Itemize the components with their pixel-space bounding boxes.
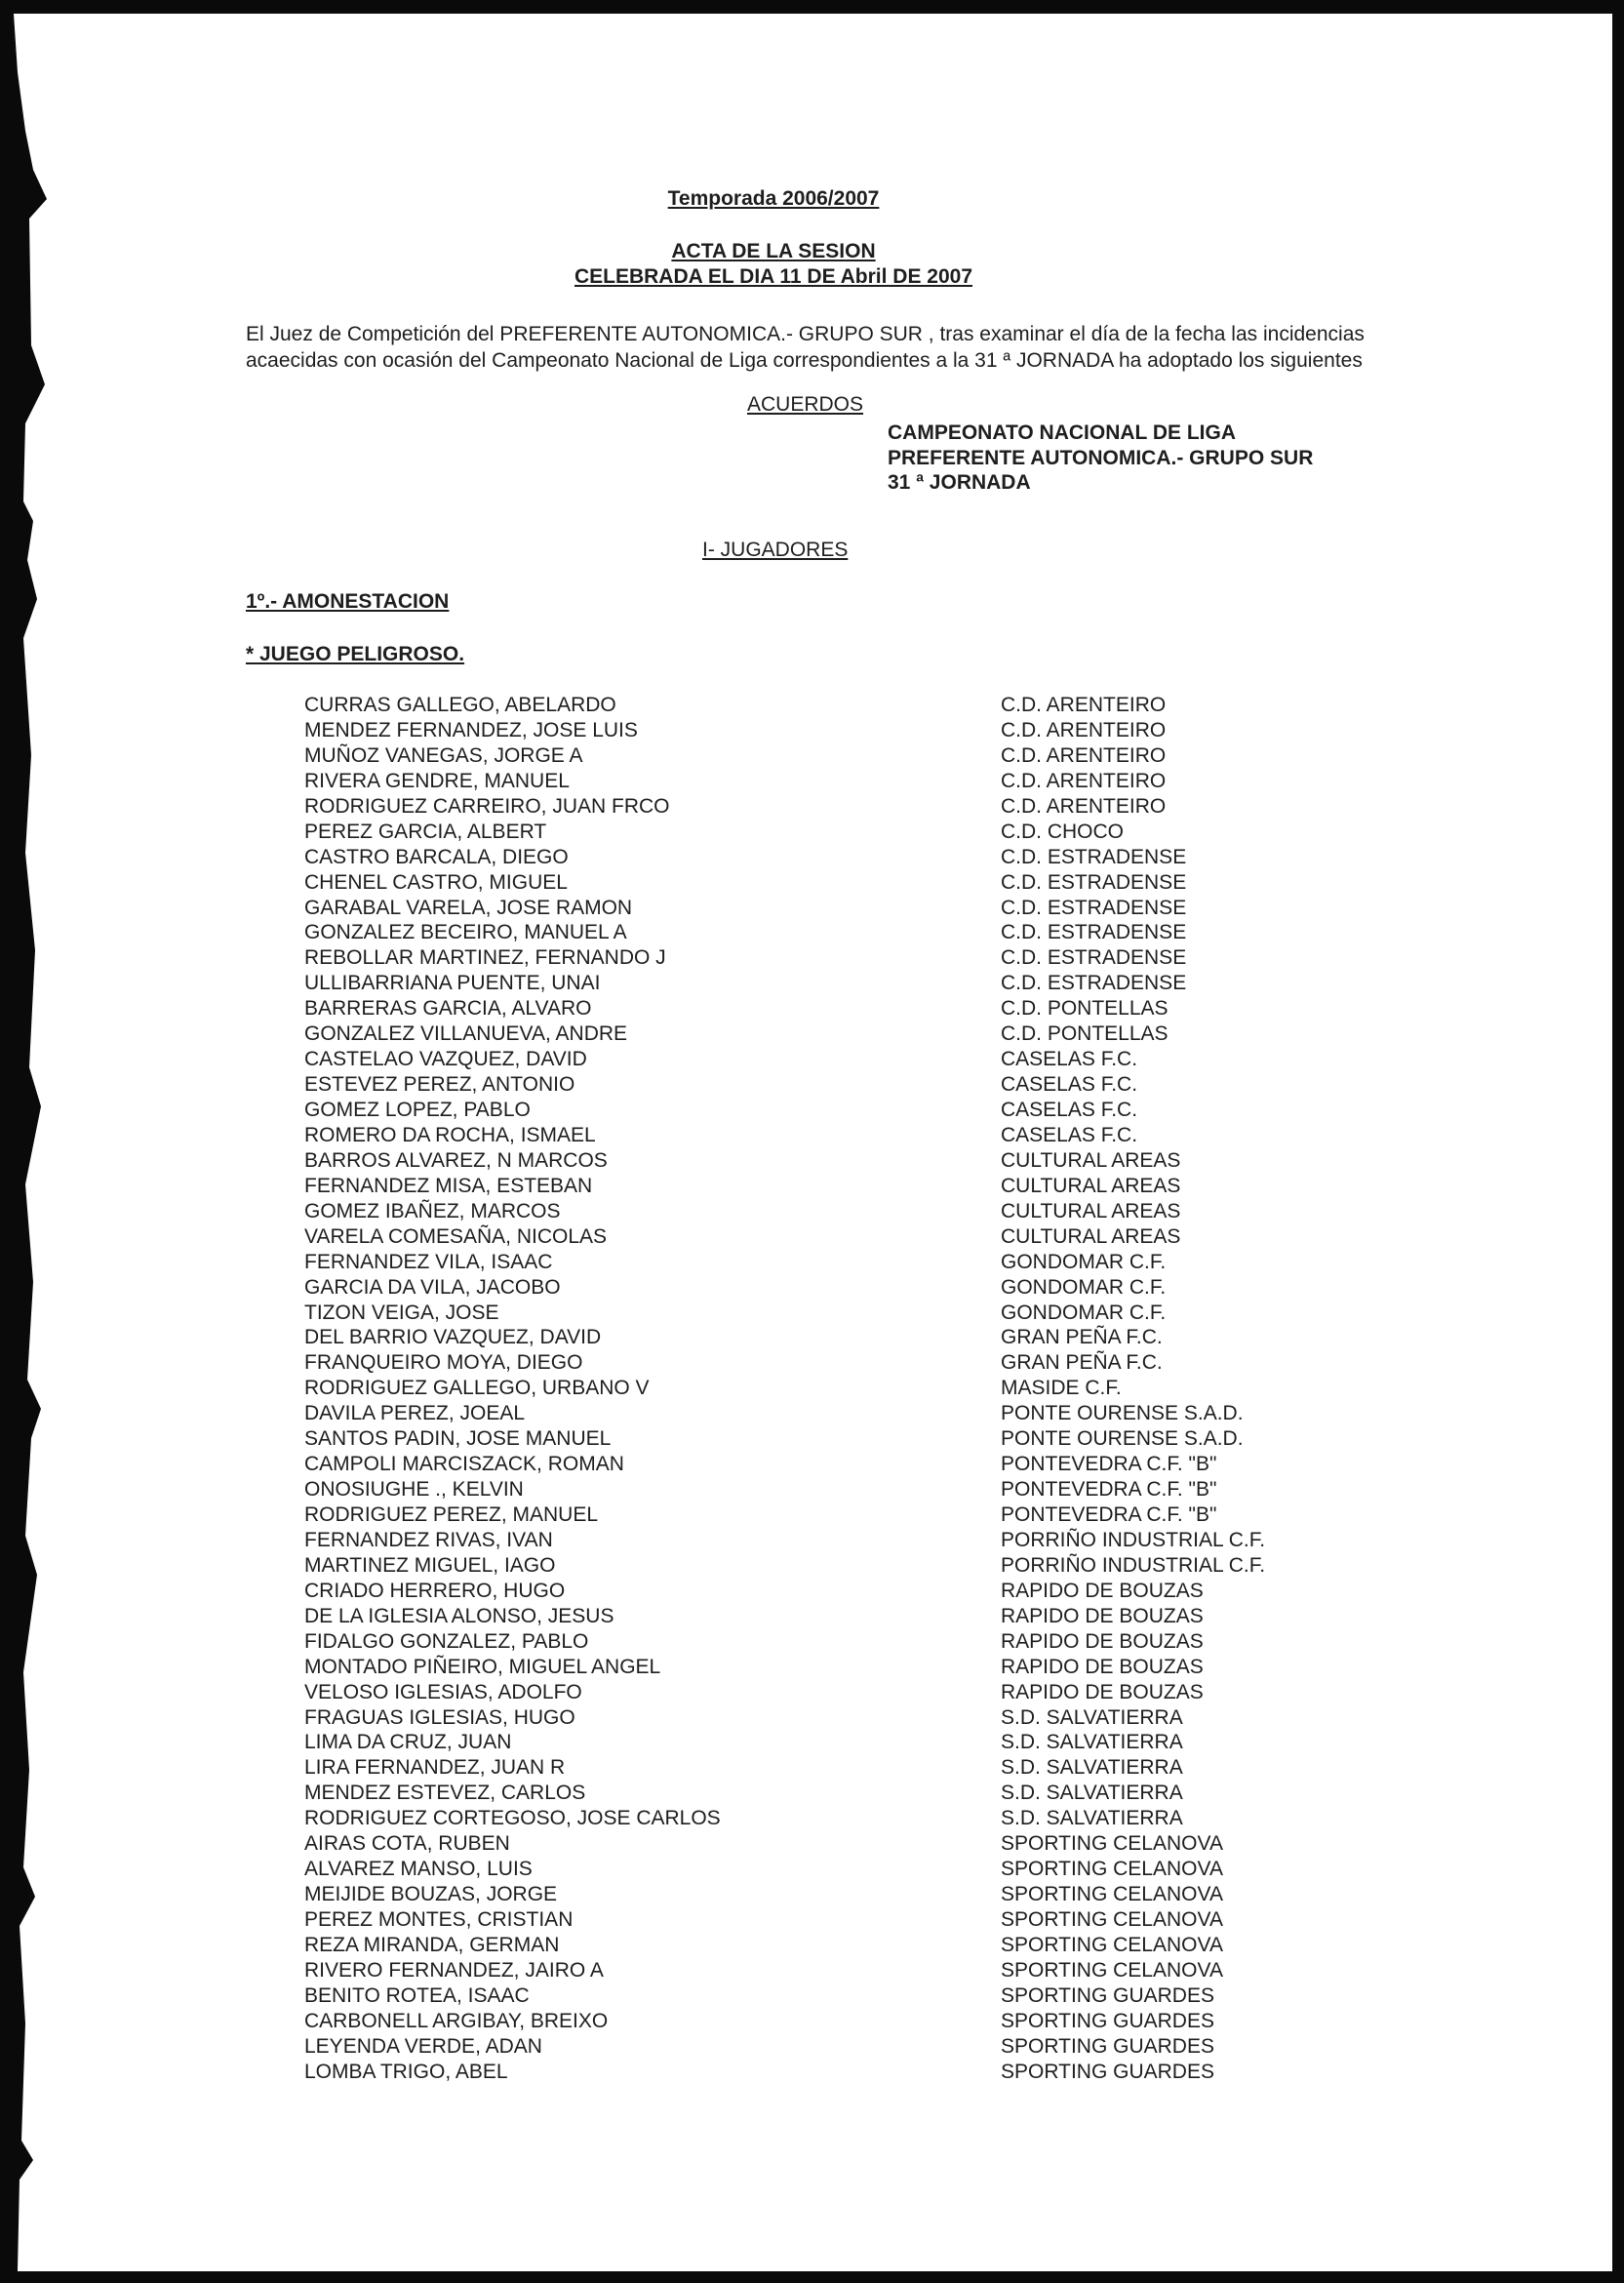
player-row — [304, 945, 1358, 971]
player-team: C.D. ARENTEIRO — [1001, 694, 1167, 716]
player-team: C.D. ESTRADENSE — [1001, 870, 1187, 894]
player-row — [304, 2009, 1358, 2034]
section-title: I- JUGADORES — [702, 539, 849, 561]
player-row — [304, 1655, 1358, 1680]
player-row — [304, 693, 1358, 718]
player-team: PONTEVEDRA C.F. "B" — [1001, 1453, 1217, 1476]
player-team: S.D. SALVATIERRA — [1001, 1782, 1183, 1805]
player-name: ONOSIUGHE ., KELVIN — [304, 1478, 524, 1502]
player-name: ROMERO DA ROCHA, ISMAEL — [304, 1123, 596, 1146]
player-name: DE LA IGLESIA ALONSO, JESUS — [304, 1604, 614, 1627]
player-row — [304, 1983, 1358, 2009]
championship-block — [888, 421, 1313, 496]
player-row — [304, 870, 1358, 896]
player-name: ALVAREZ MANSO, LUIS — [304, 1858, 533, 1881]
reason-heading: * JUEGO PELIGROSO. — [246, 643, 465, 665]
player-name: CHENEL CASTRO, MIGUEL — [304, 870, 568, 894]
championship-line-3: 31 ª JORNADA — [888, 471, 1031, 494]
player-name: CARBONELL ARGIBAY, BREIXO — [304, 2009, 609, 2032]
player-name: RODRIGUEZ GALLEGO, URBANO V — [304, 1377, 650, 1400]
player-team: PORRIÑO INDUSTRIAL C.F. — [1001, 1553, 1266, 1577]
player-name: MEIJIDE BOUZAS, JORGE — [304, 1883, 558, 1906]
player-name: ULLIBARRIANA PUENTE, UNAI — [304, 972, 601, 995]
player-row — [304, 1301, 1358, 1326]
intro-line-1: El Juez de Competición del PREFERENTE AUTONOMICA.- GRUPO SUR , tras examinar el día de la fecha las incidencias — [246, 323, 1365, 345]
player-name: DEL BARRIO VAZQUEZ, DAVID — [304, 1326, 602, 1349]
player-team: C.D. ARENTEIRO — [1001, 743, 1167, 767]
player-team: GONDOMAR C.F. — [1001, 1250, 1167, 1273]
player-team: C.D. PONTELLAS — [1001, 997, 1168, 1021]
player-row — [304, 1325, 1358, 1350]
player-row — [304, 2060, 1358, 2085]
player-name: RODRIGUEZ CORTEGOSO, JOSE CARLOS — [304, 1807, 721, 1830]
player-name: BENITO ROTEA, ISAAC — [304, 1983, 530, 2007]
player-team: C.D. ARENTEIRO — [1001, 794, 1167, 818]
player-team: PONTEVEDRA C.F. "B" — [1001, 1478, 1217, 1502]
player-row — [304, 769, 1358, 794]
player-row — [304, 794, 1358, 820]
player-row — [304, 1882, 1358, 1907]
player-row — [304, 920, 1358, 945]
player-name: AIRAS COTA, RUBEN — [304, 1832, 510, 1856]
player-team: RAPIDO DE BOUZAS — [1001, 1680, 1204, 1703]
player-team: SPORTING GUARDES — [1001, 2034, 1214, 2058]
player-row — [304, 1680, 1358, 1705]
player-team: SPORTING CELANOVA — [1001, 1958, 1223, 1982]
player-row — [304, 1098, 1358, 1123]
player-name: REBOLLAR MARTINEZ, FERNANDO J — [304, 946, 666, 970]
player-team: C.D. PONTELLAS — [1001, 1022, 1168, 1046]
acuerdos-heading: ACUERDOS — [747, 393, 864, 416]
player-name: MENDEZ ESTEVEZ, CARLOS — [304, 1782, 586, 1805]
session-date-title: CELEBRADA EL DIA 11 DE Abril DE 2007 — [574, 265, 973, 288]
player-row — [304, 2034, 1358, 2060]
player-name: LOMBA TRIGO, ABEL — [304, 2060, 508, 2083]
sanction-heading: 1º.- AMONESTACION — [246, 590, 450, 613]
document-page — [12, 14, 1612, 2271]
player-team: C.D. ESTRADENSE — [1001, 845, 1187, 868]
player-team: C.D. ARENTEIRO — [1001, 769, 1167, 792]
player-name: LEYENDA VERDE, ADAN — [304, 2034, 542, 2058]
player-row — [304, 1933, 1358, 1958]
player-row — [304, 820, 1358, 845]
player-team: MASIDE C.F. — [1001, 1377, 1122, 1400]
player-team: SPORTING CELANOVA — [1001, 1933, 1223, 1956]
player-row — [304, 1123, 1358, 1148]
player-name: GONZALEZ VILLANUEVA, ANDRE — [304, 1022, 628, 1046]
player-name: FERNANDEZ MISA, ESTEBAN — [304, 1174, 593, 1197]
player-team: SPORTING GUARDES — [1001, 1983, 1214, 2007]
player-row — [304, 1579, 1358, 1604]
player-row — [304, 1426, 1358, 1452]
player-row — [304, 1831, 1358, 1857]
player-name: RIVERA GENDRE, MANUEL — [304, 769, 570, 792]
player-row — [304, 1857, 1358, 1882]
player-row — [304, 1528, 1358, 1553]
player-row — [304, 1021, 1358, 1047]
player-name: CURRAS GALLEGO, ABELARDO — [304, 694, 616, 716]
player-row — [304, 1148, 1358, 1174]
player-row — [304, 845, 1358, 870]
player-name: GOMEZ LOPEZ, PABLO — [304, 1099, 531, 1121]
player-team: CULTURAL AREAS — [1001, 1224, 1181, 1248]
player-name: PEREZ MONTES, CRISTIAN — [304, 1908, 574, 1931]
player-row — [304, 1553, 1358, 1579]
player-name: PEREZ GARCIA, ALBERT — [304, 820, 547, 843]
acta-title: ACTA DE LA SESION — [671, 240, 876, 262]
player-team: CASELAS F.C. — [1001, 1048, 1138, 1071]
intro-line-2: acaecidas con ocasión del Campeonato Nacional de Liga correspondientes a la 31 ª JORNADA ha adoptado los siguientes — [246, 349, 1363, 372]
player-row — [304, 1199, 1358, 1224]
player-row — [304, 718, 1358, 743]
player-row — [304, 1452, 1358, 1477]
player-name: GOMEZ IBAÑEZ, MARCOS — [304, 1199, 561, 1222]
player-team: S.D. SALVATIERRA — [1001, 1807, 1183, 1830]
player-row — [304, 1047, 1358, 1072]
player-team: S.D. SALVATIERRA — [1001, 1756, 1183, 1780]
player-row — [304, 1907, 1358, 1933]
player-name: CAMPOLI MARCISZACK, ROMAN — [304, 1453, 624, 1476]
player-name: MARTINEZ MIGUEL, IAGO — [304, 1553, 556, 1577]
player-row — [304, 1224, 1358, 1250]
player-name: CRIADO HERRERO, HUGO — [304, 1579, 566, 1602]
player-row — [304, 1755, 1358, 1781]
player-team: CASELAS F.C. — [1001, 1073, 1138, 1097]
season-title: Temporada 2006/2007 — [667, 187, 880, 210]
player-name: FRANQUEIRO MOYA, DIEGO — [304, 1351, 583, 1375]
player-row — [304, 1705, 1358, 1731]
player-team: RAPIDO DE BOUZAS — [1001, 1655, 1204, 1678]
player-row — [304, 1250, 1358, 1275]
player-row — [304, 1350, 1358, 1376]
player-row — [304, 1958, 1358, 1983]
player-row — [304, 1174, 1358, 1199]
player-team: PORRIÑO INDUSTRIAL C.F. — [1001, 1528, 1266, 1551]
player-name: BARRERAS GARCIA, ALVARO — [304, 997, 592, 1021]
player-row — [304, 1502, 1358, 1528]
player-team: CASELAS F.C. — [1001, 1099, 1138, 1121]
player-name: VARELA COMESAÑA, NICOLAS — [304, 1224, 608, 1248]
player-team: C.D. ESTRADENSE — [1001, 921, 1187, 944]
player-name: CASTELAO VAZQUEZ, DAVID — [304, 1048, 587, 1071]
player-name: CASTRO BARCALA, DIEGO — [304, 845, 569, 868]
player-name: BARROS ALVAREZ, N MARCOS — [304, 1148, 608, 1172]
player-name: FRAGUAS IGLESIAS, HUGO — [304, 1705, 575, 1729]
player-team: GONDOMAR C.F. — [1001, 1301, 1167, 1324]
championship-line-2: PREFERENTE AUTONOMICA.- GRUPO SUR — [888, 446, 1314, 469]
player-row — [304, 1401, 1358, 1426]
player-name: MONTADO PIÑEIRO, MIGUEL ANGEL — [304, 1655, 661, 1678]
player-name: DAVILA PEREZ, JOEAL — [304, 1402, 526, 1425]
player-name: GONZALEZ BECEIRO, MANUEL A — [304, 921, 627, 944]
player-team: SPORTING GUARDES — [1001, 2009, 1214, 2032]
player-name: FIDALGO GONZALEZ, PABLO — [304, 1629, 589, 1653]
player-row — [304, 1806, 1358, 1831]
player-name: MUÑOZ VANEGAS, JORGE A — [304, 743, 583, 767]
intro-paragraph — [246, 321, 1455, 374]
player-team: SPORTING CELANOVA — [1001, 1858, 1223, 1881]
player-name: GARABAL VARELA, JOSE RAMON — [304, 896, 633, 919]
player-row — [304, 1730, 1358, 1755]
player-name: FERNANDEZ VILA, ISAAC — [304, 1250, 553, 1273]
player-team: SPORTING CELANOVA — [1001, 1908, 1223, 1931]
player-team: CULTURAL AREAS — [1001, 1148, 1181, 1172]
player-team: PONTEVEDRA C.F. "B" — [1001, 1503, 1217, 1526]
player-team: RAPIDO DE BOUZAS — [1001, 1604, 1204, 1627]
player-name: ESTEVEZ PEREZ, ANTONIO — [304, 1073, 575, 1097]
player-row — [304, 1072, 1358, 1098]
player-team: GONDOMAR C.F. — [1001, 1275, 1167, 1299]
player-name: FERNANDEZ RIVAS, IVAN — [304, 1528, 553, 1551]
player-row — [304, 896, 1358, 921]
player-team: GRAN PEÑA F.C. — [1001, 1326, 1163, 1349]
player-team: PONTE OURENSE S.A.D. — [1001, 1427, 1244, 1451]
player-name: REZA MIRANDA, GERMAN — [304, 1933, 560, 1956]
player-team: SPORTING CELANOVA — [1001, 1883, 1223, 1906]
player-team: RAPIDO DE BOUZAS — [1001, 1579, 1204, 1602]
championship-line-1: CAMPEONATO NACIONAL DE LIGA — [888, 421, 1237, 444]
player-name: GARCIA DA VILA, JACOBO — [304, 1275, 561, 1299]
player-team: RAPIDO DE BOUZAS — [1001, 1629, 1204, 1653]
player-name: LIRA FERNANDEZ, JUAN R — [304, 1756, 566, 1780]
player-team: S.D. SALVATIERRA — [1001, 1731, 1183, 1754]
player-row — [304, 1604, 1358, 1629]
player-team: C.D. ESTRADENSE — [1001, 946, 1187, 970]
player-team: C.D. CHOCO — [1001, 820, 1124, 843]
player-name: VELOSO IGLESIAS, ADOLFO — [304, 1680, 582, 1703]
player-team: C.D. ESTRADENSE — [1001, 896, 1187, 919]
player-row — [304, 743, 1358, 769]
player-team: GRAN PEÑA F.C. — [1001, 1351, 1163, 1375]
player-name: RODRIGUEZ CARREIRO, JUAN FRCO — [304, 794, 670, 818]
player-name: RIVERO FERNANDEZ, JAIRO A — [304, 1958, 604, 1982]
player-team: C.D. ARENTEIRO — [1001, 718, 1167, 741]
player-row — [304, 1781, 1358, 1806]
player-name: RODRIGUEZ PEREZ, MANUEL — [304, 1503, 599, 1526]
player-row — [304, 1629, 1358, 1655]
player-name: TIZON VEIGA, JOSE — [304, 1301, 499, 1324]
player-team: S.D. SALVATIERRA — [1001, 1705, 1183, 1729]
player-team: CULTURAL AREAS — [1001, 1174, 1181, 1197]
player-row — [304, 1376, 1358, 1401]
player-team: CASELAS F.C. — [1001, 1123, 1138, 1146]
player-team: CULTURAL AREAS — [1001, 1199, 1181, 1222]
player-team: PONTE OURENSE S.A.D. — [1001, 1402, 1244, 1425]
player-row — [304, 996, 1358, 1021]
player-team: SPORTING CELANOVA — [1001, 1832, 1223, 1856]
player-name: SANTOS PADIN, JOSE MANUEL — [304, 1427, 612, 1451]
player-list — [304, 693, 1358, 2085]
player-team: C.D. ESTRADENSE — [1001, 972, 1187, 995]
player-team: SPORTING GUARDES — [1001, 2060, 1214, 2083]
player-row — [304, 1275, 1358, 1301]
player-row — [304, 1477, 1358, 1502]
player-row — [304, 971, 1358, 996]
player-name: MENDEZ FERNANDEZ, JOSE LUIS — [304, 718, 638, 741]
torn-edge-decoration — [12, 14, 70, 2271]
player-name: LIMA DA CRUZ, JUAN — [304, 1731, 512, 1754]
